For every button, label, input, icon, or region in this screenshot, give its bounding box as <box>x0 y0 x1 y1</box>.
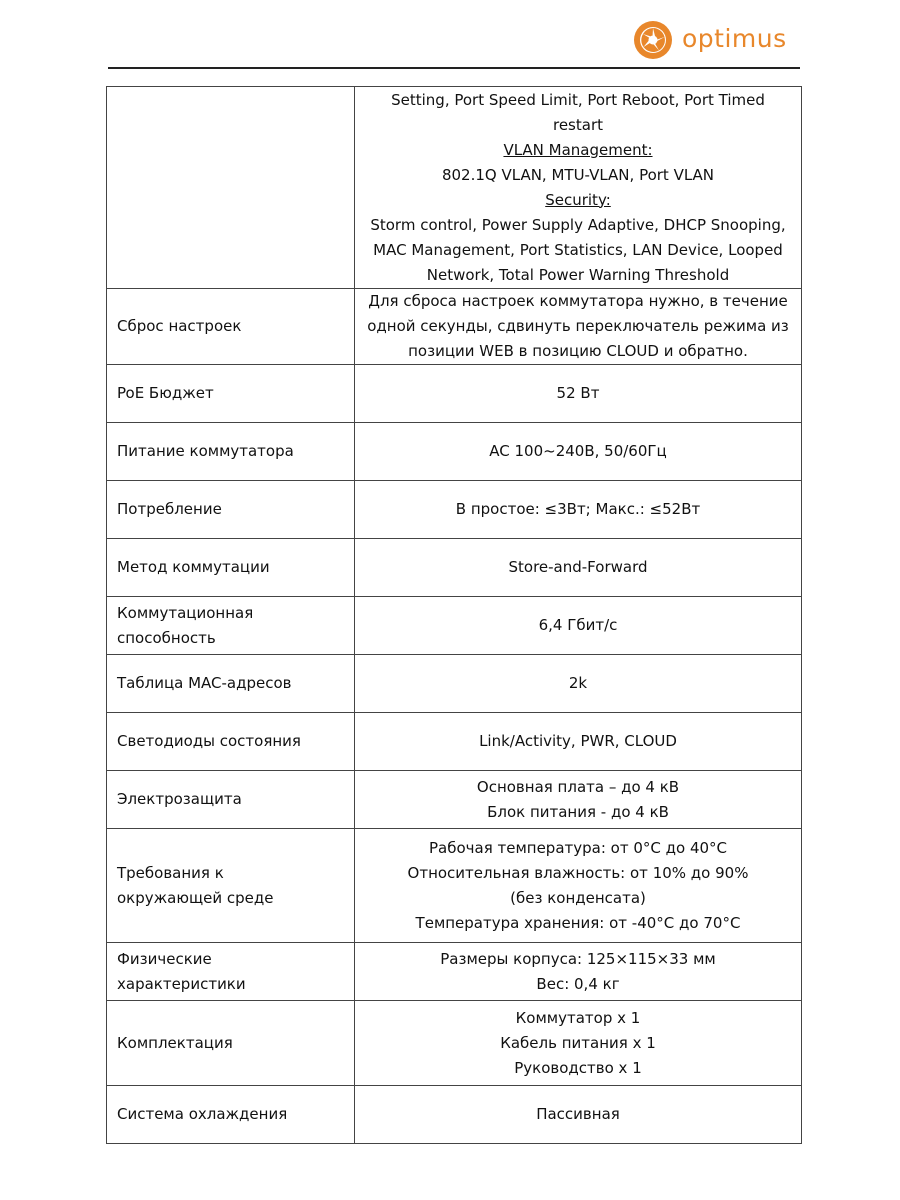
spec-label-line: Коммутационная <box>117 603 254 622</box>
table-row <box>107 713 802 771</box>
spec-value <box>355 87 802 289</box>
table-row <box>107 829 802 943</box>
spec-value <box>355 597 802 655</box>
spec-value-line: Основная плата – до 4 кВ <box>476 777 680 796</box>
table-row <box>107 943 802 1001</box>
table-row <box>107 423 802 481</box>
spec-label-line: Потребление <box>117 500 222 518</box>
spec-value-line: В простое: ≤3Вт; Макс.: ≤52Вт <box>455 500 701 518</box>
table-row <box>107 1001 802 1086</box>
spec-value <box>355 829 802 943</box>
spec-label <box>107 365 355 423</box>
spec-label <box>107 423 355 481</box>
spec-label-line: PoE Бюджет <box>117 384 214 402</box>
spec-value <box>355 289 802 365</box>
spec-label <box>107 1001 355 1086</box>
spec-value-line: 802.1Q VLAN, MTU-VLAN, Port VLAN <box>441 165 715 184</box>
spec-value <box>355 713 802 771</box>
table-row <box>107 87 802 289</box>
table-row <box>107 481 802 539</box>
spec-label <box>107 771 355 829</box>
optimus-aperture-icon <box>632 19 674 61</box>
spec-value-line: Пассивная <box>536 1105 620 1123</box>
spec-label-line: окружающей среде <box>117 888 274 907</box>
spec-label <box>107 539 355 597</box>
spec-value <box>355 1001 802 1086</box>
spec-value-line: MAC Management, Port Statistics, LAN Device, Looped <box>373 240 783 259</box>
spec-value-line: Рабочая температура: от 0°C до 40°C <box>428 838 728 857</box>
spec-value <box>355 365 802 423</box>
spec-value-line: Link/Activity, PWR, CLOUD <box>479 732 677 750</box>
spec-label <box>107 655 355 713</box>
spec-label <box>107 87 355 289</box>
table-row <box>107 539 802 597</box>
table-row <box>107 771 802 829</box>
spec-label-line: характеристики <box>117 974 246 993</box>
spec-label-line: Физические <box>117 949 212 968</box>
spec-label <box>107 713 355 771</box>
spec-value-line: 6,4 Гбит/с <box>538 616 618 634</box>
spec-label-line: Сброс настроек <box>117 317 242 335</box>
spec-label <box>107 943 355 1001</box>
spec-label-line: Метод коммутации <box>117 558 270 576</box>
spec-value <box>355 423 802 481</box>
spec-value <box>355 539 802 597</box>
spec-value-line: Коммутатор x 1 <box>515 1008 641 1027</box>
spec-value-line: Setting, Port Speed Limit, Port Reboot, Port Timed <box>391 90 765 109</box>
spec-value-line: Размеры корпуса: 125×115×33 мм <box>440 949 716 968</box>
spec-value-line: Блок питания - до 4 кВ <box>487 802 669 821</box>
spec-label-line: Светодиоды состояния <box>117 732 301 750</box>
spec-label <box>107 289 355 365</box>
spec-value-line: Storm control, Power Supply Adaptive, DHCP Snooping, <box>370 215 786 234</box>
table-row <box>107 597 802 655</box>
spec-value-line: позиции WEB в позицию CLOUD и обратно. <box>408 342 748 360</box>
spec-label <box>107 597 355 655</box>
spec-label-line: Система охлаждения <box>117 1105 288 1123</box>
spec-value-line: Относительная влажность: от 10% до 90% <box>407 863 749 882</box>
table-row <box>107 1086 802 1144</box>
spec-value <box>355 1086 802 1144</box>
spec-table <box>106 86 802 1144</box>
spec-value-line: 2k <box>568 674 588 692</box>
spec-label <box>107 1086 355 1144</box>
spec-value <box>355 943 802 1001</box>
spec-value-line: Вес: 0,4 кг <box>536 974 620 993</box>
spec-value-line: Руководство x 1 <box>514 1058 642 1077</box>
spec-value-line: AC 100~240В, 50/60Гц <box>489 442 667 460</box>
spec-value-line: Температура хранения: от -40°C до 70°C <box>415 913 741 932</box>
spec-label <box>107 829 355 943</box>
spec-value-line: одной секунды, сдвинуть переключатель режима из <box>367 317 789 335</box>
spec-value-line: Store-and-Forward <box>508 558 648 576</box>
table-row <box>107 289 802 365</box>
security-heading: Security: <box>545 190 611 209</box>
table-row <box>107 655 802 713</box>
spec-label-line: Электрозащита <box>117 790 242 808</box>
spec-value-line: Для сброса настроек коммутатора нужно, в течение <box>368 292 788 310</box>
spec-value-line: Кабель питания x 1 <box>500 1033 656 1052</box>
spec-value <box>355 655 802 713</box>
spec-label <box>107 481 355 539</box>
table-row <box>107 365 802 423</box>
brand-logo <box>632 17 812 63</box>
vlan-heading: VLAN Management: <box>503 140 653 159</box>
spec-value-line: Network, Total Power Warning Threshold <box>426 265 730 284</box>
spec-label-line: Комплектация <box>117 1033 233 1052</box>
spec-value <box>355 771 802 829</box>
spec-value <box>355 481 802 539</box>
spec-label-line: способность <box>117 628 216 647</box>
header-divider <box>108 67 800 69</box>
brand-name: optimus <box>682 23 787 53</box>
spec-label-line: Питание коммутатора <box>117 442 294 460</box>
spec-label-line: Таблица MAC-адресов <box>117 674 292 692</box>
spec-value-line: (без конденсата) <box>510 888 646 907</box>
spec-value-line: 52 Вт <box>556 384 600 402</box>
spec-value-line: restart <box>552 115 603 134</box>
spec-label-line: Требования к <box>117 863 224 882</box>
